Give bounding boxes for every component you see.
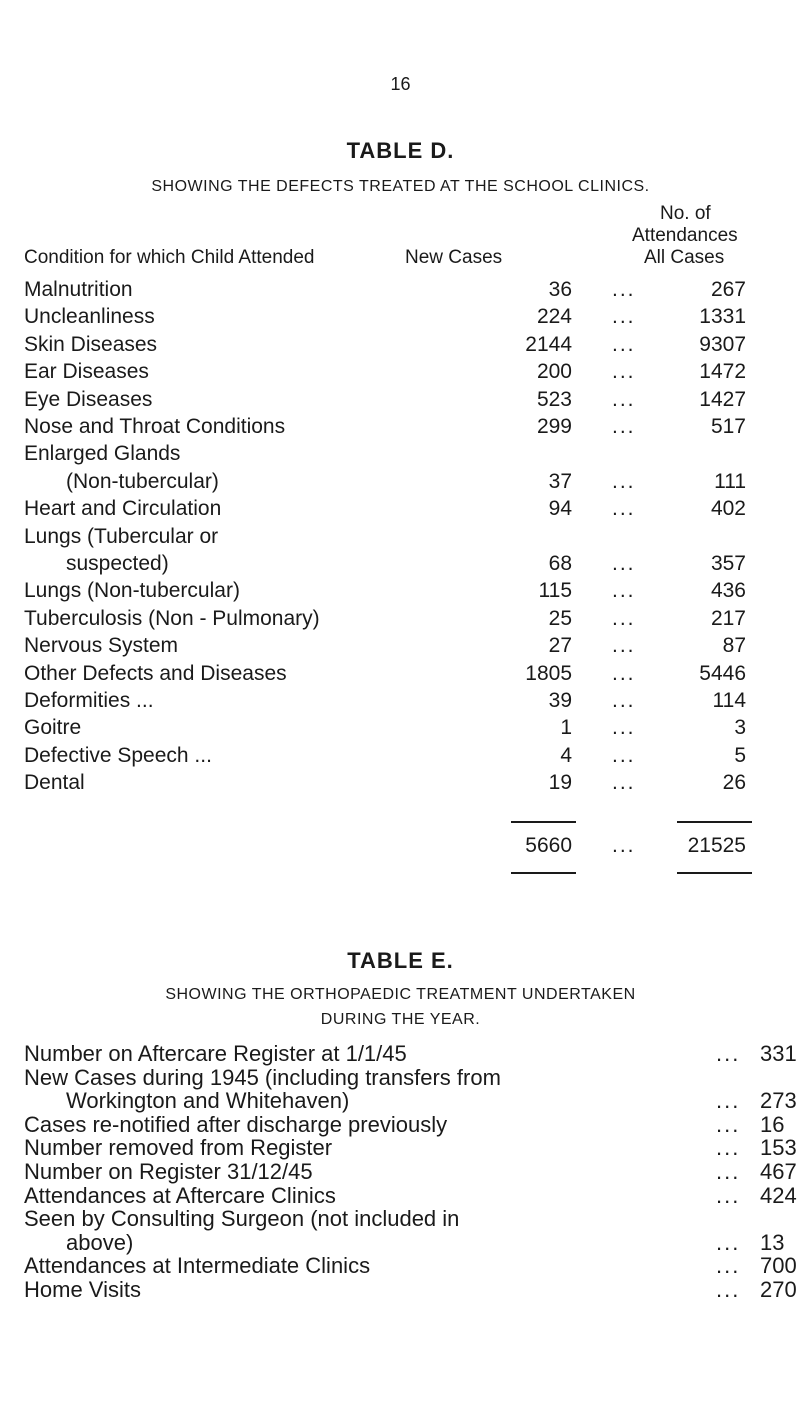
new-cases-value: 1 [560, 716, 572, 740]
dot-leader: ... [612, 606, 636, 630]
orthopaedic-value: 700 [760, 1253, 797, 1279]
header-attendances-line1: No. of [660, 203, 711, 224]
dot-leader: ... [612, 771, 636, 795]
table-d-row [0, 333, 801, 361]
total-attendances: 21525 [687, 834, 746, 857]
attendances-value: 402 [710, 497, 746, 521]
condition-label: Ear Diseases [24, 360, 149, 384]
new-cases-value: 36 [548, 278, 572, 301]
table-e-subtitle-line2: DURING THE YEAR. [320, 1011, 481, 1028]
attendances-value: 3 [734, 716, 746, 740]
new-cases-value: 200 [536, 360, 572, 384]
total-leader: ... [612, 834, 636, 857]
page-number: 16 [390, 74, 411, 94]
dot-leader: ... [716, 1088, 741, 1114]
dot-leader: ... [612, 469, 636, 493]
condition-label: Skin Diseases [24, 332, 158, 356]
table-e-subtitle-line1: SHOWING THE ORTHOPAEDIC TREATMENT UNDERTAKEN [165, 986, 636, 1003]
condition-label: Deformities ... [24, 689, 154, 712]
new-cases-value: 299 [536, 415, 572, 438]
orthopaedic-value: 13 [760, 1229, 785, 1255]
table-d-row [0, 689, 801, 717]
new-cases-value: 4 [560, 743, 572, 767]
table-d-row [0, 607, 801, 635]
dot-leader: ... [716, 1041, 741, 1066]
attendances-value: 436 [710, 579, 746, 603]
attendances-value: 1472 [699, 360, 746, 384]
new-cases-value: 1805 [525, 661, 572, 685]
condition-label: Other Defects and Diseases [24, 661, 287, 685]
orthopaedic-value: 467 [760, 1159, 797, 1184]
orthopaedic-label: Number on Register 31/12/45 [24, 1159, 313, 1184]
dot-leader: ... [612, 661, 636, 685]
condition-label: Goitre [24, 716, 82, 740]
condition-label: Enlarged Glands [24, 442, 181, 466]
dot-leader: ... [612, 497, 636, 521]
dot-leader: ... [716, 1135, 741, 1161]
attendances-value: 517 [710, 415, 746, 438]
dot-leader: ... [612, 689, 636, 712]
new-cases-value: 68 [548, 552, 572, 575]
dot-leader: ... [612, 634, 636, 658]
orthopaedic-label: Attendances at Aftercare Clinics [24, 1182, 336, 1208]
attendances-value: 357 [710, 552, 746, 575]
table-d-row [0, 771, 801, 799]
dot-leader: ... [612, 305, 636, 329]
table-d-row [0, 634, 801, 662]
table-d-row [0, 278, 801, 306]
dot-leader: ... [716, 1159, 741, 1184]
orthopaedic-value: 331 [760, 1041, 797, 1066]
dot-leader: ... [612, 579, 636, 603]
table-d-subtitle: SHOWING THE DEFECTS TREATED AT THE SCHOOL CLINICS. [151, 178, 650, 195]
header-new-cases: New Cases [405, 247, 503, 268]
table-d-row [0, 470, 801, 498]
dot-leader: ... [612, 552, 636, 575]
attendances-value: 87 [722, 634, 746, 658]
condition-label: Lungs (Non-tubercular) [24, 579, 240, 603]
table-d-row [0, 442, 801, 470]
table-d-row [0, 744, 801, 772]
dot-leader: ... [716, 1111, 741, 1137]
table-d-row [0, 305, 801, 333]
dot-leader: ... [716, 1182, 741, 1208]
header-attendances-line2: Attendances [632, 225, 738, 246]
new-cases-value: 27 [548, 634, 572, 658]
orthopaedic-value: 16 [760, 1111, 785, 1137]
total-rule-bottom-attendances [677, 872, 752, 874]
orthopaedic-label: Home Visits [24, 1277, 141, 1302]
condition-label: Nervous System [24, 634, 179, 658]
attendances-value: 5446 [699, 661, 746, 685]
new-cases-value: 523 [536, 387, 572, 411]
orthopaedic-label: above) [66, 1229, 134, 1255]
new-cases-value: 25 [548, 606, 572, 630]
attendances-value: 111 [714, 469, 746, 493]
attendances-value: 9307 [699, 332, 746, 356]
total-new-cases: 5660 [525, 834, 572, 857]
attendances-value: 217 [710, 606, 746, 630]
dot-leader: ... [612, 743, 636, 767]
table-d-title: TABLE D. [346, 138, 455, 163]
attendances-value: 1331 [699, 305, 746, 329]
orthopaedic-label: Number on Aftercare Register at 1/1/45 [24, 1041, 407, 1066]
table-d-row [0, 415, 801, 443]
dot-leader: ... [716, 1277, 741, 1302]
orthopaedic-label: Cases re-notified after discharge previously [24, 1111, 448, 1137]
table-d-row [0, 525, 801, 553]
new-cases-value: 94 [548, 497, 572, 521]
orthopaedic-value: 273 [760, 1088, 797, 1114]
condition-label: Tuberculosis (Non - Pulmonary) [24, 606, 320, 630]
condition-label: Dental [24, 771, 85, 795]
new-cases-value: 2144 [525, 332, 572, 356]
condition-label: Nose and Throat Conditions [24, 415, 286, 438]
table-d-row [0, 360, 801, 388]
orthopaedic-label: Seen by Consulting Surgeon (not included in [24, 1206, 460, 1232]
orthopaedic-value: 424 [760, 1182, 797, 1208]
attendances-value: 26 [722, 771, 746, 795]
orthopaedic-value: 270 [760, 1277, 797, 1302]
condition-label: Eye Diseases [24, 387, 153, 411]
orthopaedic-label: Number removed from Register [24, 1135, 333, 1161]
table-d-row [0, 579, 801, 607]
table-d-totals [0, 834, 801, 862]
header-condition: Condition for which Child Attended [24, 247, 315, 268]
new-cases-value: 224 [536, 305, 572, 329]
condition-label: (Non-tubercular) [66, 469, 219, 493]
total-rule-bottom-new-cases [511, 872, 576, 874]
attendances-value: 267 [710, 278, 746, 301]
total-rule-attendances [677, 821, 752, 823]
condition-label: Malnutrition [24, 278, 133, 301]
new-cases-value: 115 [538, 579, 572, 603]
total-rule-new-cases [511, 821, 576, 823]
table-d-row [0, 552, 801, 580]
table-d-row [0, 497, 801, 525]
orthopaedic-label: Workington and Whitehaven) [66, 1088, 350, 1114]
condition-label: Lungs (Tubercular or [24, 524, 219, 548]
header-attendances-line3: All Cases [644, 247, 725, 268]
attendances-value: 5 [734, 743, 746, 767]
table-d-row [0, 388, 801, 416]
orthopaedic-value: 153 [760, 1135, 797, 1161]
condition-label: Heart and Circulation [24, 497, 222, 521]
dot-leader: ... [612, 332, 636, 356]
orthopaedic-label: New Cases during 1945 (including transfers from [24, 1064, 501, 1090]
dot-leader: ... [716, 1229, 741, 1255]
condition-label: Uncleanliness [24, 305, 155, 329]
attendances-value: 1427 [699, 387, 746, 411]
dot-leader: ... [612, 415, 636, 438]
dot-leader: ... [716, 1253, 741, 1279]
new-cases-value: 37 [548, 469, 572, 493]
orthopaedic-label: Attendances at Intermediate Clinics [24, 1253, 371, 1279]
attendances-value: 114 [712, 689, 746, 712]
condition-label: Defective Speech ... [24, 743, 212, 767]
dot-leader: ... [612, 716, 636, 740]
dot-leader: ... [612, 387, 636, 411]
table-e-row [0, 1277, 801, 1307]
dot-leader: ... [612, 278, 636, 301]
new-cases-value: 19 [548, 771, 572, 795]
new-cases-value: 39 [548, 689, 572, 712]
table-e-title: TABLE E. [347, 948, 454, 973]
condition-label: suspected) [66, 552, 169, 575]
table-d-row [0, 716, 801, 744]
dot-leader: ... [612, 360, 636, 384]
table-d-row [0, 662, 801, 690]
